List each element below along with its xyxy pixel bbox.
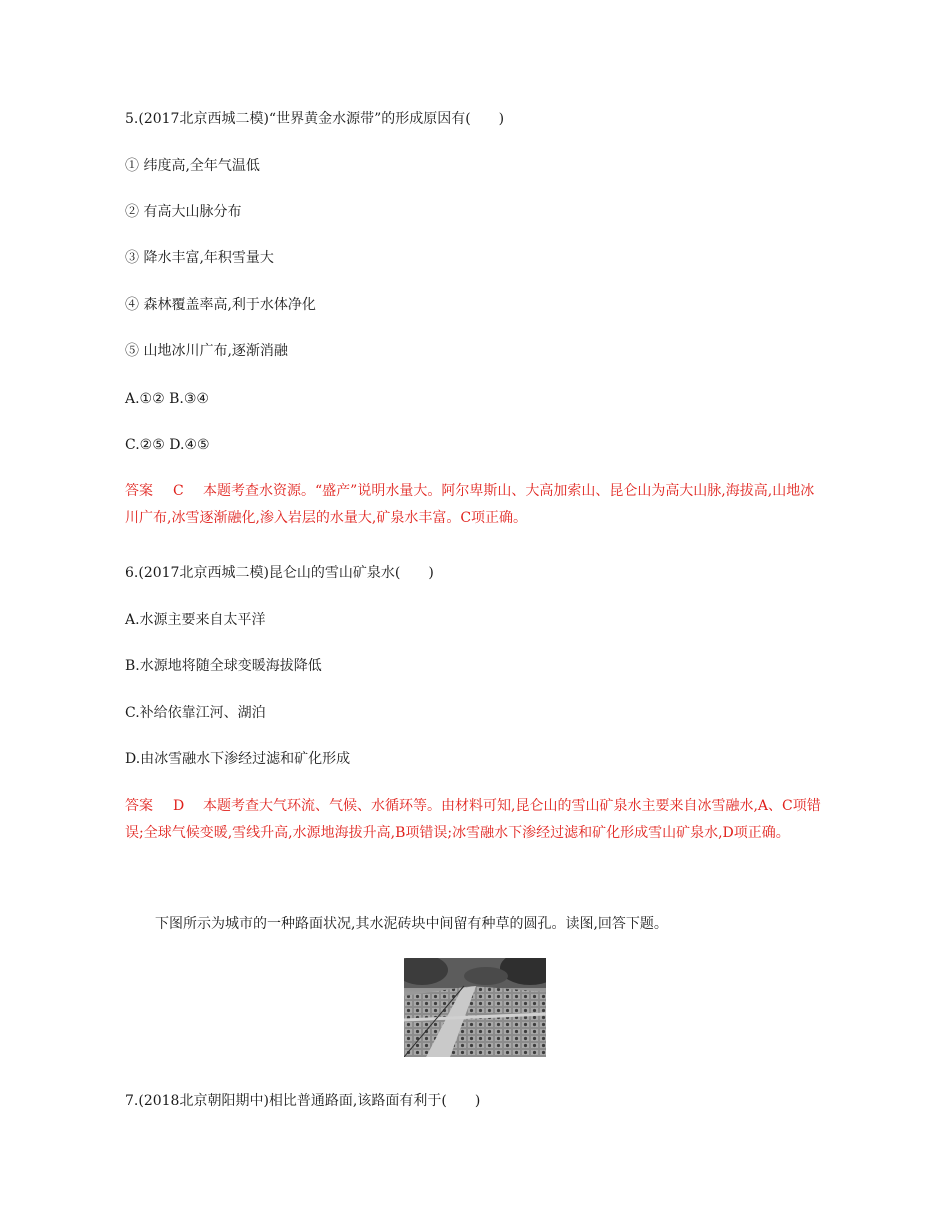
q5-answer xyxy=(125,478,825,532)
answer-tag: 答案 xyxy=(125,483,153,499)
pavement-photo xyxy=(404,958,546,1057)
question-7-stem: 7.(2018北京朝阳期中)相比普通路面,该路面有利于( ) xyxy=(125,1093,481,1109)
answer-letter: D xyxy=(173,798,185,814)
answer-letter: C xyxy=(173,483,184,499)
answer-explanation: 本题考查水资源。“盛产”说明水量大。阿尔卑斯山、大高加索山、昆仑山为高大山脉,海拔高,山地冰川广布,冰雪逐渐融化,渗入岩层的水量大,矿泉水丰富。C项正确。 xyxy=(125,483,815,526)
answer-tag: 答案 xyxy=(125,798,153,814)
q5-options-ab: A.①② B.③④ xyxy=(125,391,209,407)
q6-option-d: D.由冰雪融水下渗经过滤和矿化形成 xyxy=(125,751,351,767)
intro-paragraph: 下图所示为城市的一种路面状况,其水泥砖块中间留有种草的圆孔。读图,回答下题。 xyxy=(155,916,668,932)
pavement-photo-drawing xyxy=(404,958,546,1057)
q5-options-cd: C.②⑤ D.④⑤ xyxy=(125,437,210,453)
q6-answer xyxy=(125,793,825,847)
q5-item-3: ③ 降水丰富,年积雪量大 xyxy=(125,250,274,266)
q5-item-4: ④ 森林覆盖率高,利于水体净化 xyxy=(125,297,316,313)
answer-explanation: 本题考查大气环流、气候、水循环等。由材料可知,昆仑山的雪山矿泉水主要来自冰雪融水,A、C项错误;全球气候变暖,雪线升高,水源地海拔升高,B项错误;冰雪融水下渗经过滤和矿化形成雪山矿泉水,D项正确。 xyxy=(125,798,821,841)
q5-item-5: ⑤ 山地冰川广布,逐渐消融 xyxy=(125,343,288,359)
q6-option-b: B.水源地将随全球变暖海拔降低 xyxy=(125,658,322,674)
q6-option-c: C.补给依靠江河、湖泊 xyxy=(125,705,266,721)
q5-item-1: ① 纬度高,全年气温低 xyxy=(125,158,260,174)
q5-item-2: ② 有高大山脉分布 xyxy=(125,204,242,220)
q6-option-a: A.水源主要来自太平洋 xyxy=(125,612,266,628)
question-5-stem: 5.(2017北京西城二模)“世界黄金水源带”的形成原因有( ) xyxy=(125,111,505,127)
question-6-stem: 6.(2017北京西城二模)昆仑山的雪山矿泉水( ) xyxy=(125,565,434,581)
